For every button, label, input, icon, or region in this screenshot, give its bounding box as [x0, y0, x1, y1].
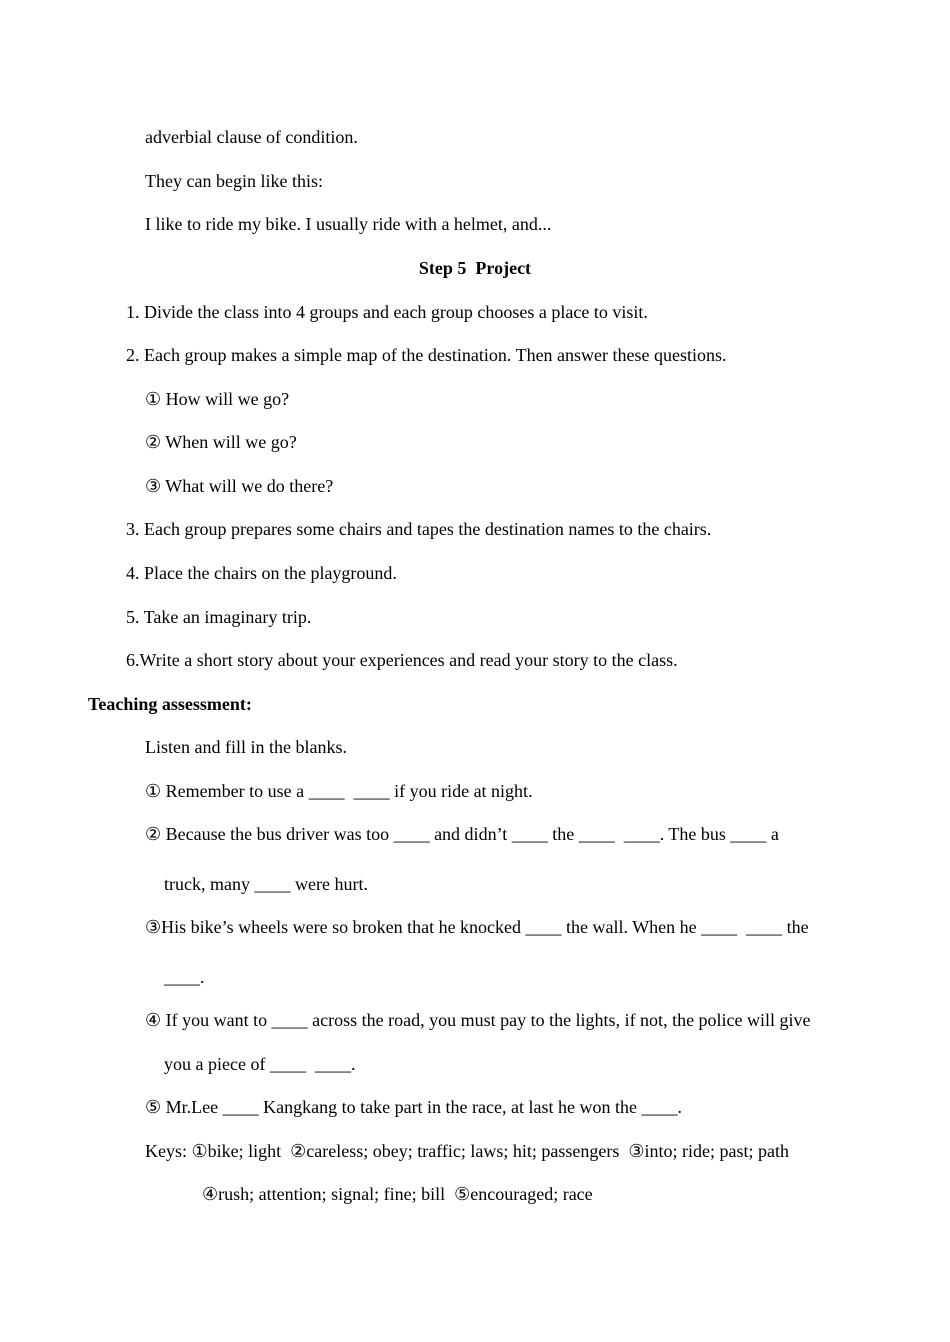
blank-question-3-line-1: ③His bike’s wheels were so broken that he knocked ____ the wall. When he ____ ____ the: [145, 917, 809, 937]
blank-question-2-line-1: ② Because the bus driver was too ____ and didn’t ____ the ____ ____. The bus ____ a: [145, 824, 779, 844]
answer-keys-line-1: Keys: ①bike; light ②careless; obey; traffic; laws; hit; passengers ③into; ride; past; path: [145, 1141, 789, 1161]
intro-line-2: They can begin like this:: [145, 171, 323, 191]
step5-question-3: ③ What will we do there?: [145, 476, 334, 496]
step5-item-4: 4. Place the chairs on the playground.: [126, 563, 397, 583]
step5-heading: Step 5 Project: [418, 258, 532, 278]
blank-question-4-line-1: ④ If you want to ____ across the road, you must pay to the lights, if not, the police will give: [145, 1010, 811, 1030]
assessment-heading: Teaching assessment:: [88, 694, 252, 714]
blank-question-3-line-2: ____.: [164, 967, 205, 987]
step5-item-6: 6.Write a short story about your experiences and read your story to the class.: [126, 650, 678, 670]
step5-item-2: 2. Each group makes a simple map of the destination. Then answer these questions.: [126, 345, 727, 365]
intro-line-3: I like to ride my bike. I usually ride with a helmet, and...: [145, 214, 552, 234]
answer-keys-line-2: ④rush; attention; signal; fine; bill ⑤encouraged; race: [202, 1184, 593, 1204]
step5-item-3: 3. Each group prepares some chairs and tapes the destination names to the chairs.: [126, 519, 712, 539]
step5-question-1: ① How will we go?: [145, 389, 290, 409]
step5-question-2: ② When will we go?: [145, 432, 297, 452]
blank-question-2-line-2: truck, many ____ were hurt.: [164, 874, 368, 894]
step5-item-5: 5. Take an imaginary trip.: [126, 607, 312, 627]
blank-question-5: ⑤ Mr.Lee ____ Kangkang to take part in the race, at last he won the ____.: [145, 1097, 682, 1117]
blank-question-1: ① Remember to use a ____ ____ if you ride at night.: [145, 781, 533, 801]
blank-question-4-line-2: you a piece of ____ ____.: [164, 1054, 356, 1074]
assessment-instruction: Listen and fill in the blanks.: [145, 737, 347, 757]
step5-item-1: 1. Divide the class into 4 groups and each group chooses a place to visit.: [126, 302, 648, 322]
intro-line-1: adverbial clause of condition.: [145, 127, 358, 147]
